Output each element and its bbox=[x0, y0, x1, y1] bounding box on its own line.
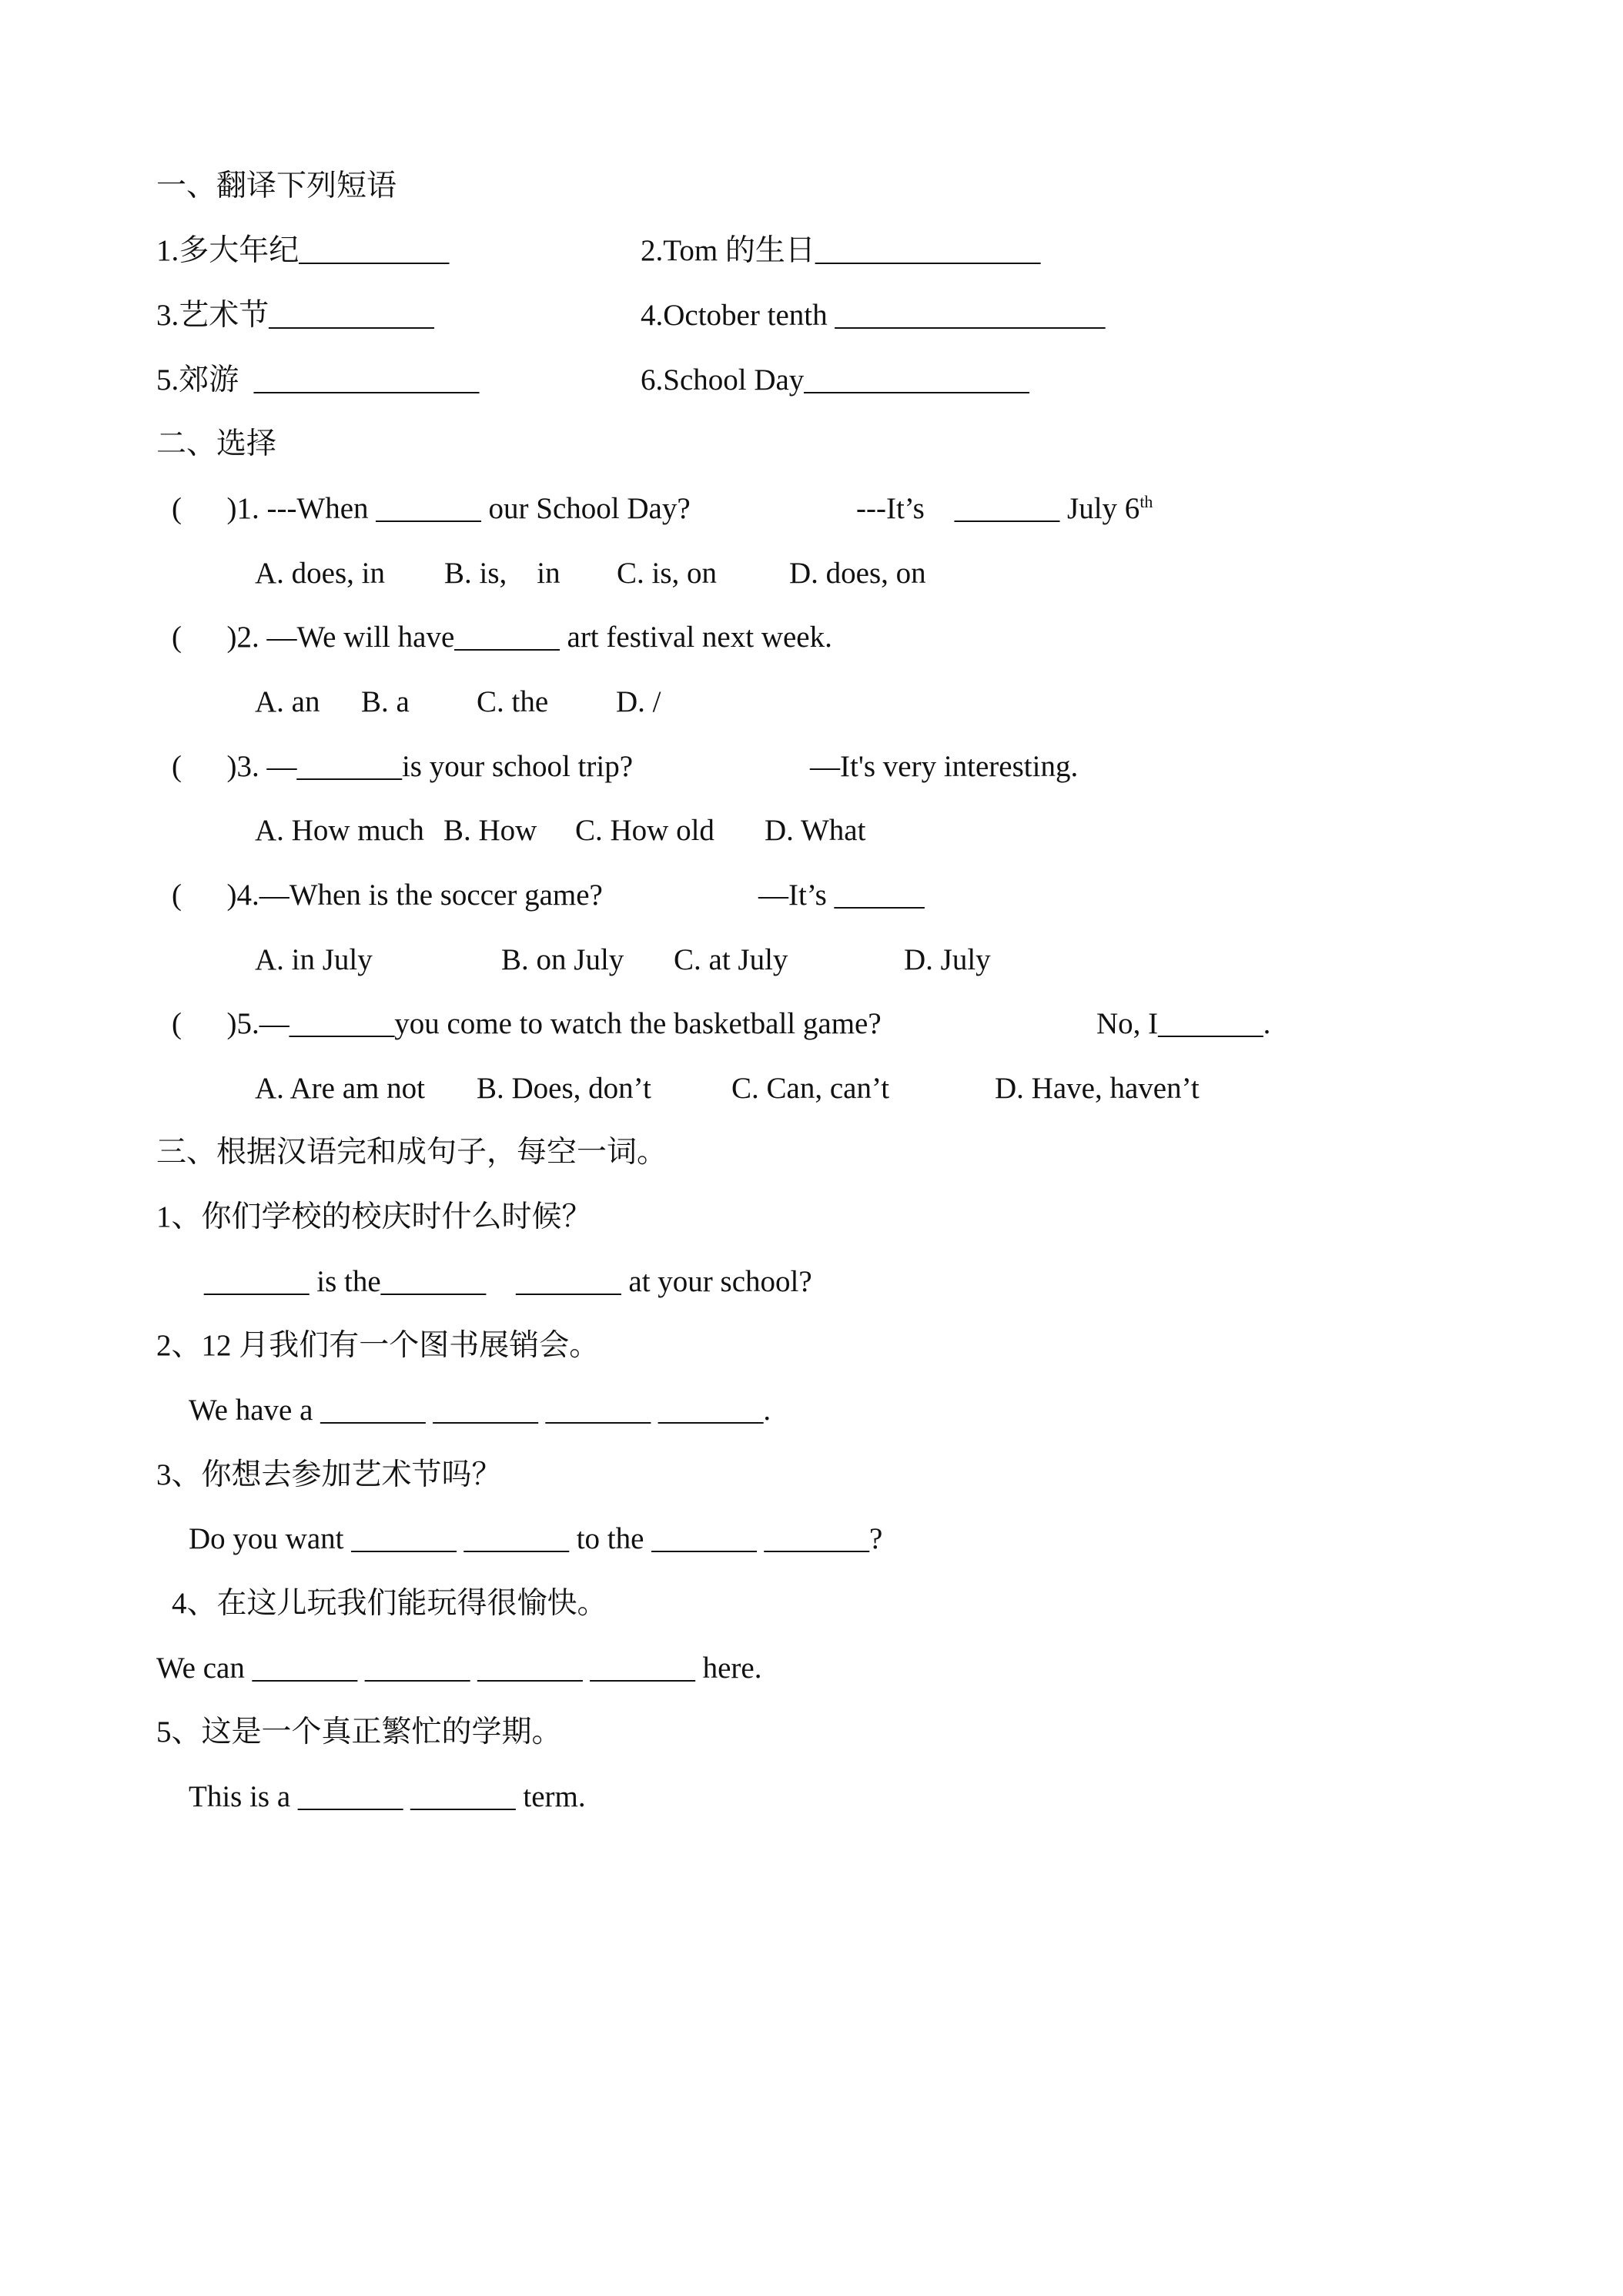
question-2-option-c: C. the bbox=[477, 685, 549, 718]
sentence-4-chinese: 4、在这儿玩我们能玩得很愉快。 bbox=[172, 1587, 607, 1620]
question-5-option-c: C. Can, can’t bbox=[731, 1072, 890, 1105]
sentence-2-english: We have a _______ _______ _______ _______. bbox=[189, 1394, 771, 1427]
sentence-5-english: This is a _______ _______ term. bbox=[189, 1780, 586, 1813]
question-2-option-b: B. a bbox=[361, 685, 410, 718]
question-5-option-b: B. Does, don’t bbox=[477, 1072, 651, 1105]
question-1-stem: ( )1. ---When _______ our School Day? bbox=[172, 492, 691, 525]
sentence-1-english: _______ is the_______ _______ at your school? bbox=[204, 1265, 812, 1298]
sentence-1-chinese: 1、你们学校的校庆时什么时候？ bbox=[156, 1200, 592, 1233]
question-3-stem: ( )3. —_______is your school trip? bbox=[172, 750, 634, 783]
phrase-item-6: 6.School Day_______________ bbox=[641, 363, 1029, 397]
question-3-option-a: A. How much bbox=[255, 814, 424, 847]
question-5-option-a: A. Are am not bbox=[255, 1072, 425, 1105]
phrase-item-3: 3.艺术节___________ bbox=[156, 299, 434, 332]
question-4-answer: —It’s ______ bbox=[758, 879, 925, 912]
question-3-option-c: C. How old bbox=[575, 814, 714, 847]
sentence-2-chinese: 2、12 月我们有一个图书展销会。 bbox=[156, 1329, 600, 1362]
question-1-option-c: C. is, on bbox=[617, 557, 718, 590]
question-4-option-a: A. in July bbox=[255, 943, 373, 976]
question-5-stem: ( )5.—_______you come to watch the basketball game? bbox=[172, 1007, 882, 1040]
question-4-option-d: D. July bbox=[904, 943, 991, 976]
question-5-option-d: D. Have, haven’t bbox=[995, 1072, 1200, 1105]
phrase-item-1: 1.多大年纪__________ bbox=[156, 234, 450, 267]
question-3-answer: —It's very interesting. bbox=[810, 750, 1079, 783]
question-1-option-a: A. does, in bbox=[255, 557, 385, 590]
question-2-option-d: D. / bbox=[616, 685, 661, 718]
question-1-option-b: B. is, in bbox=[444, 557, 561, 590]
phrase-item-5: 5.郊游 _______________ bbox=[156, 363, 480, 397]
sentence-4-english: We can _______ _______ _______ _______ here. bbox=[156, 1652, 762, 1685]
section2-title: 二、选择 bbox=[156, 427, 277, 460]
question-3-option-b: B. How bbox=[443, 814, 537, 847]
question-1-option-d: D. does, on bbox=[789, 557, 926, 590]
phrase-item-2: 2.Tom 的生日_______________ bbox=[641, 234, 1041, 267]
question-2-stem: ( )2. —We will have_______ art festival next week. bbox=[172, 621, 832, 654]
section3-title: 三、根据汉语完和成句子，每空一词。 bbox=[156, 1136, 668, 1169]
question-2-option-a: A. an bbox=[255, 685, 320, 718]
question-4-option-c: C. at July bbox=[674, 943, 788, 976]
question-5-answer: No, I_______. bbox=[1096, 1007, 1271, 1040]
question-3-option-d: D. What bbox=[765, 814, 866, 847]
section1-title: 一、翻译下列短语 bbox=[156, 169, 397, 202]
sentence-3-english: Do you want _______ _______ to the _______ _______? bbox=[189, 1522, 883, 1555]
question-4-option-b: B. on July bbox=[501, 943, 624, 976]
phrase-item-4: 4.October tenth __________________ bbox=[641, 299, 1106, 332]
sentence-3-chinese: 3、你想去参加艺术节吗？ bbox=[156, 1458, 502, 1491]
question-4-stem: ( )4.—When is the soccer game? bbox=[172, 879, 603, 912]
question-1-answer: ---It’s _______ July 6th bbox=[856, 492, 1153, 525]
sentence-5-chinese: 5、这是一个真正繁忙的学期。 bbox=[156, 1715, 562, 1749]
